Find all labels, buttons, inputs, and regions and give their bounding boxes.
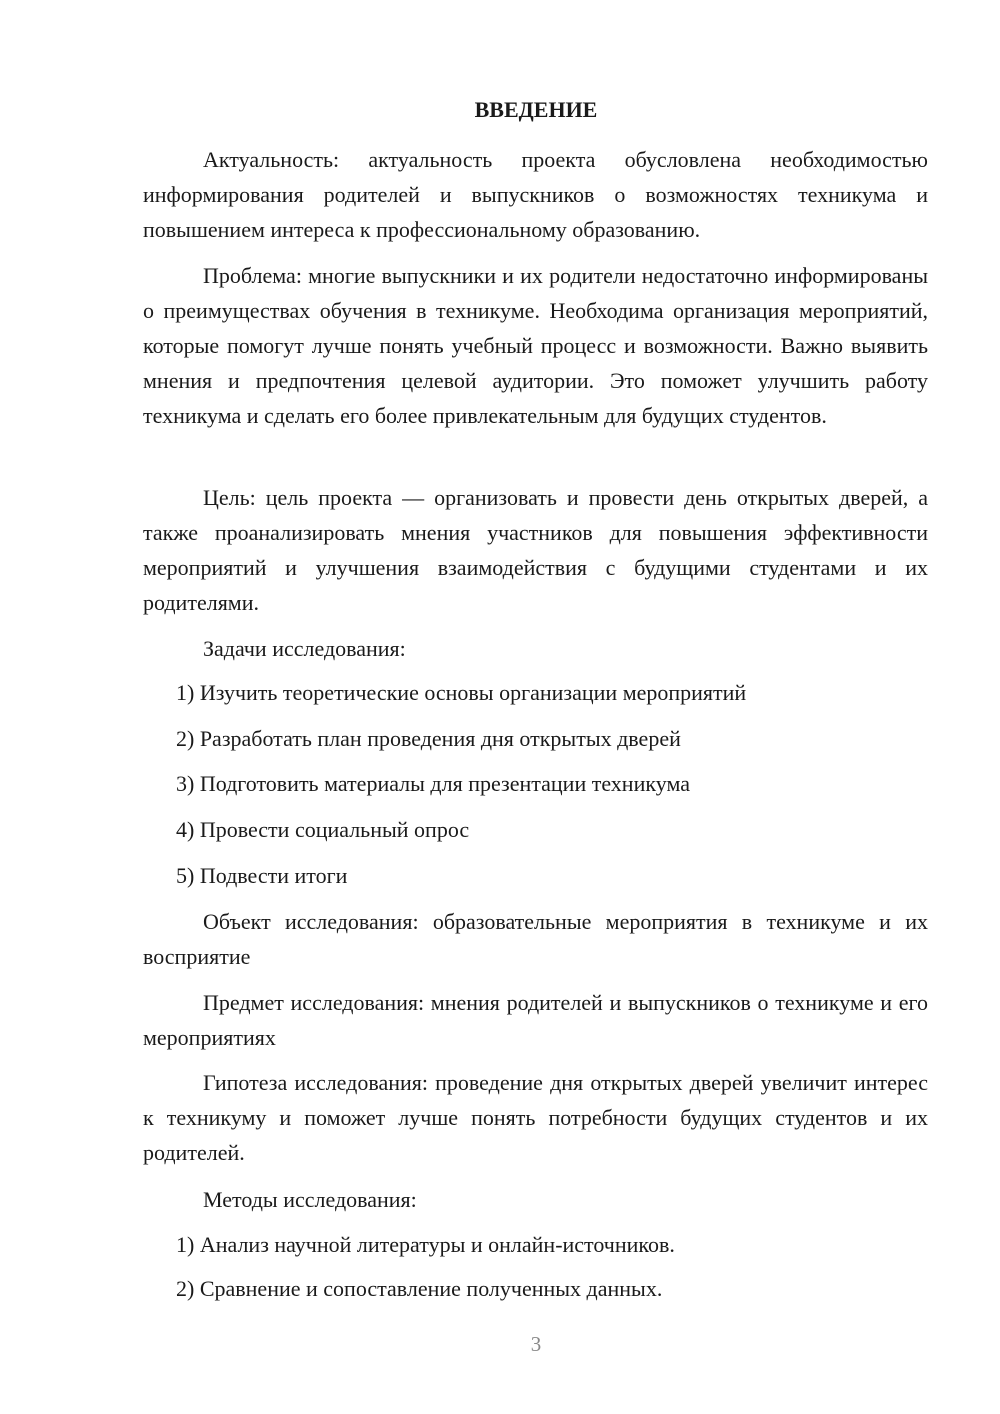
task-item: 4) Провести социальный опрос <box>176 817 470 842</box>
tasks-title: Задачи исследования: <box>203 636 406 661</box>
method-item: 2) Сравнение и сопоставление полученных данных. <box>176 1276 663 1301</box>
paragraph-goal: Цель: цель проекта — организовать и провести день открытых дверей, а также проанализировать мнения участников для повышения эффективности мероприятий и улучшения взаимодействия с будущими студентами и их родителями. <box>143 485 928 615</box>
section-heading: ВВЕДЕНИЕ <box>474 97 598 122</box>
task-item: 2) Разработать план проведения дня открытых дверей <box>176 726 681 751</box>
paragraph-subject: Предмет исследования: мнения родителей и выпускников о техникуме и его мероприятиях <box>143 990 928 1050</box>
paragraph-object: Объект исследования: образовательные мероприятия в техникуме и их восприятие <box>143 909 928 969</box>
task-item: 3) Подготовить материалы для презентации техникума <box>176 771 690 796</box>
method-item: 1) Анализ научной литературы и онлайн-источников. <box>176 1232 675 1257</box>
page-number: 3 <box>530 1332 542 1356</box>
paragraph-relevance: Актуальность: актуальность проекта обусловлена необходимостью информирования родителей и выпускников о возможностях техникума и повышением интереса к профессиональному образованию. <box>143 147 928 242</box>
paragraph-problem: Проблема: многие выпускники и их родители недостаточно информированы о преимуществах обучения в техникуме. Необходима организация мероприятий, которые помогут лучше понять учебный процесс и возможности. Важно выявить мнения и предпочтения целевой аудитории. Это поможет улучшить работу техникума и сделать его более привлекательным для будущих студентов. <box>143 263 928 428</box>
paragraph-hypothesis: Гипотеза исследования: проведение дня открытых дверей увеличит интерес к техникуму и поможет лучше понять потребности будущих студентов и их родителей. <box>143 1070 928 1165</box>
task-item: 5) Подвести итоги <box>176 863 348 888</box>
task-item: 1) Изучить теоретические основы организации мероприятий <box>176 680 747 705</box>
methods-title: Методы исследования: <box>203 1187 417 1212</box>
